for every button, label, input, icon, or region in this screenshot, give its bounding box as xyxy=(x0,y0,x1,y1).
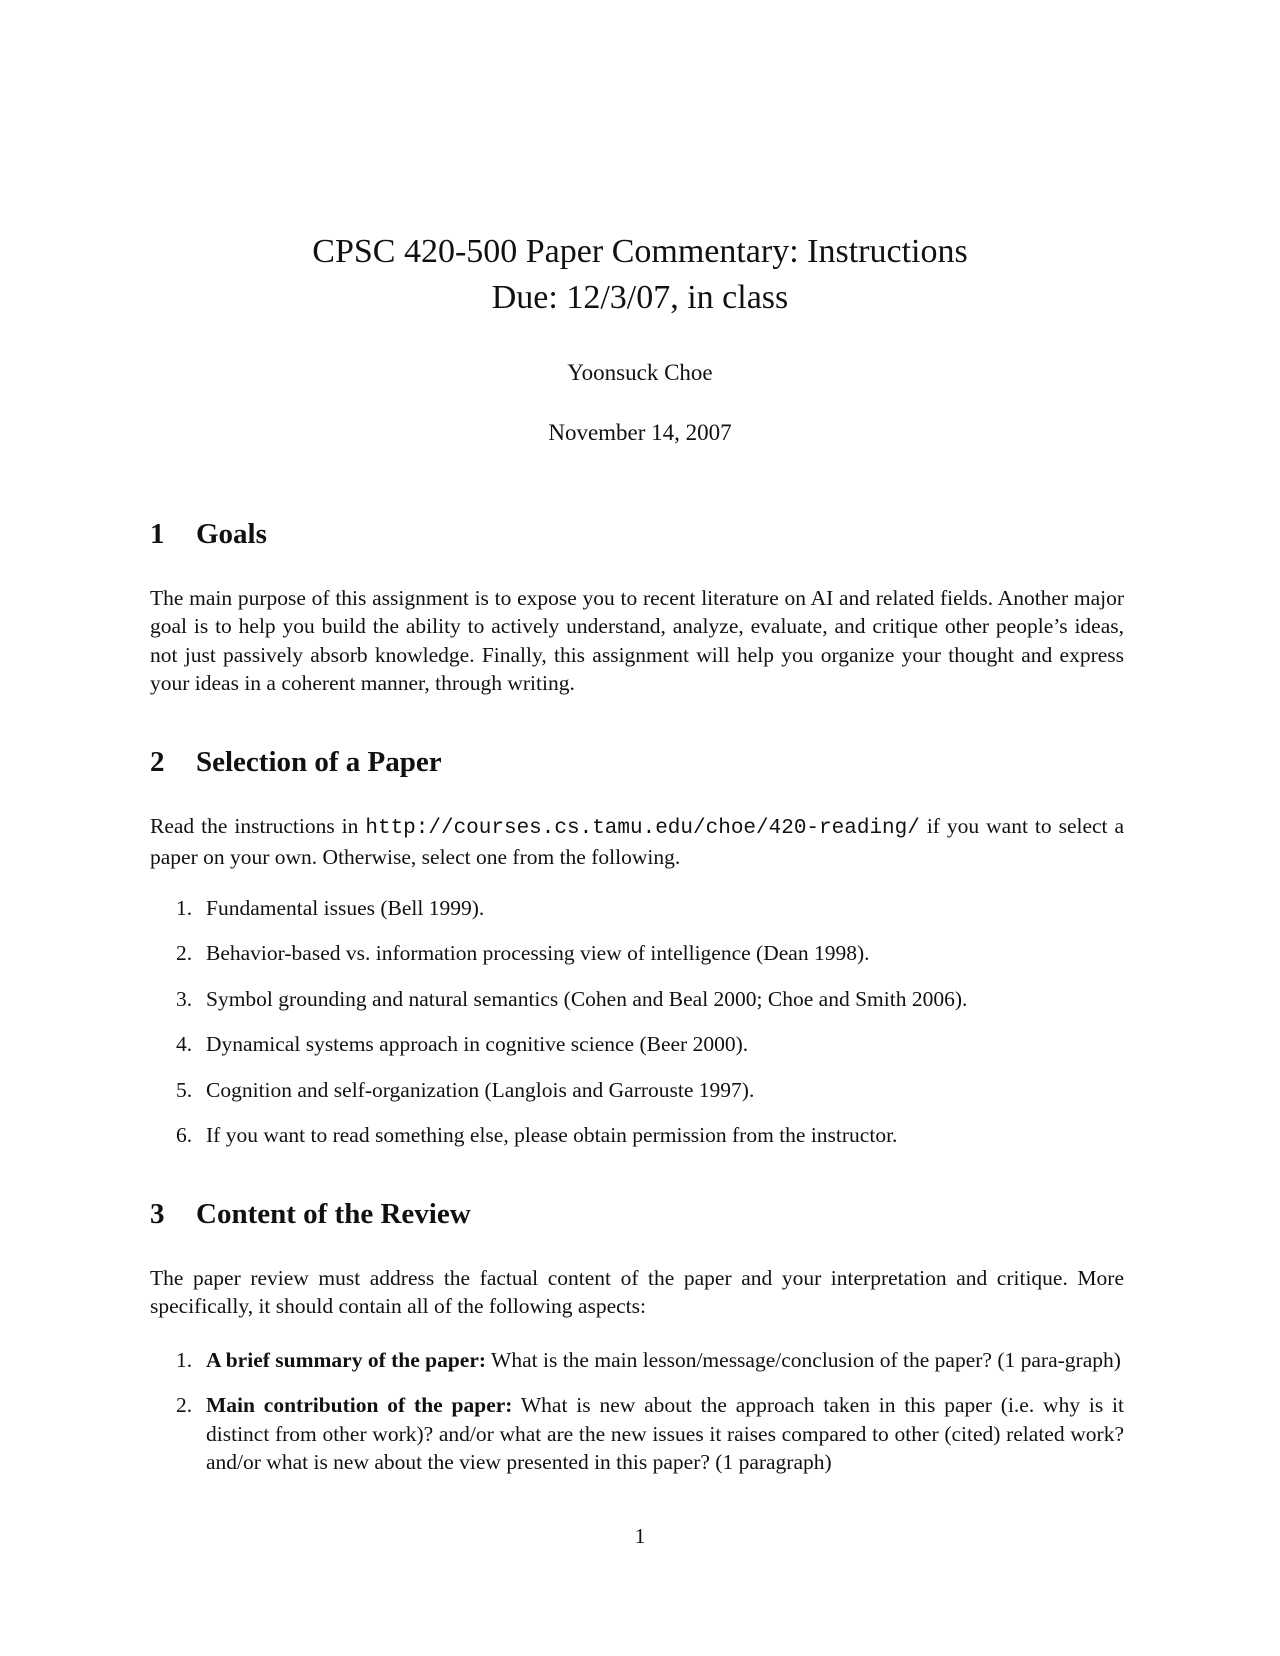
list-item xyxy=(176,939,1124,967)
list-marker: 3. xyxy=(176,986,193,1011)
list-item-heading: Main contribution of the paper: xyxy=(206,1393,513,1418)
list-item xyxy=(176,1346,1124,1374)
section-number: 2 xyxy=(150,746,165,778)
list-item-text: Dynamical systems approach in cognitive science (Beer 2000). xyxy=(206,1032,749,1057)
content-paragraph: The paper review must address the factual content of the paper and your interpretation and critique. More specifically, it should contain all of the following aspects: xyxy=(150,1266,1124,1319)
list-item-text: Behavior-based vs. information processing view of intelligence (Dean 1998). xyxy=(206,941,870,966)
review-aspects-list xyxy=(176,1346,1124,1494)
section-title: Goals xyxy=(196,518,267,550)
list-marker: 1. xyxy=(176,896,193,920)
list-marker: 6. xyxy=(176,1123,193,1148)
section-number: 3 xyxy=(150,1198,165,1230)
list-item xyxy=(176,1030,1124,1058)
document-date: November 14, 2007 xyxy=(548,420,732,445)
list-marker: 2. xyxy=(176,941,193,966)
list-item xyxy=(176,894,1124,922)
list-item-text: What is the main lesson/message/conclusion of the paper? (1 para-graph) xyxy=(486,1348,1121,1372)
list-item-text: What is new about the approach taken in this paper (i.e. why is it distinct from other work)? and/or what are the new issues it raises compared to other (cited) related work? and/or what is new about the view presented in this paper? (1 paragraph) xyxy=(206,1393,1125,1475)
section-heading-content xyxy=(150,1198,471,1231)
list-marker: 4. xyxy=(176,1032,193,1057)
document-title: CPSC 420-500 Paper Commentary: Instructions xyxy=(312,233,968,270)
document-due-date: Due: 12/3/07, in class xyxy=(491,279,789,316)
selection-text-after-url: if you want to select a paper on your own. Otherwise, select one from the following. xyxy=(150,814,1125,870)
list-marker: 2. xyxy=(176,1393,193,1418)
list-item-text: If you want to read something else, please obtain permission from the instructor. xyxy=(206,1123,898,1148)
list-item xyxy=(176,1391,1124,1476)
paper-options-list xyxy=(176,894,1124,1166)
section-heading-goals xyxy=(150,518,267,551)
selection-text-before-url: Read the instructions in xyxy=(150,814,359,838)
page-number: 1 xyxy=(634,1524,646,1548)
section-heading-selection xyxy=(150,746,442,779)
document-author: Yoonsuck Choe xyxy=(567,360,713,385)
list-item xyxy=(176,1121,1124,1149)
list-item-text: Fundamental issues (Bell 1999). xyxy=(206,896,485,920)
list-item-text: Cognition and self-organization (Langlois and Garrouste 1997). xyxy=(206,1077,755,1102)
list-item xyxy=(176,985,1124,1013)
list-item xyxy=(176,1076,1124,1104)
section-number: 1 xyxy=(150,518,165,550)
section-title: Selection of a Paper xyxy=(196,746,442,778)
list-marker: 5. xyxy=(176,1077,193,1102)
reading-list-url[interactable]: http://courses.cs.tamu.edu/choe/420-reading/ xyxy=(365,817,920,840)
goals-paragraph: The main purpose of this assignment is to expose you to recent literature on AI and related fields. Another major goal is to help you build the ability to actively understand, analyze, evaluate, and critique other people’s ideas, not just passively absorb knowledge. Finally, this assignment will help you organize your thought and express your ideas in a coherent manner, through writing. xyxy=(150,586,1124,696)
selection-paragraph xyxy=(150,812,1124,872)
list-marker: 1. xyxy=(176,1348,193,1372)
list-item-text: Symbol grounding and natural semantics (Cohen and Beal 2000; Choe and Smith 2006). xyxy=(206,986,968,1011)
list-item-heading: A brief summary of the paper: xyxy=(206,1348,487,1372)
section-title: Content of the Review xyxy=(196,1198,471,1230)
